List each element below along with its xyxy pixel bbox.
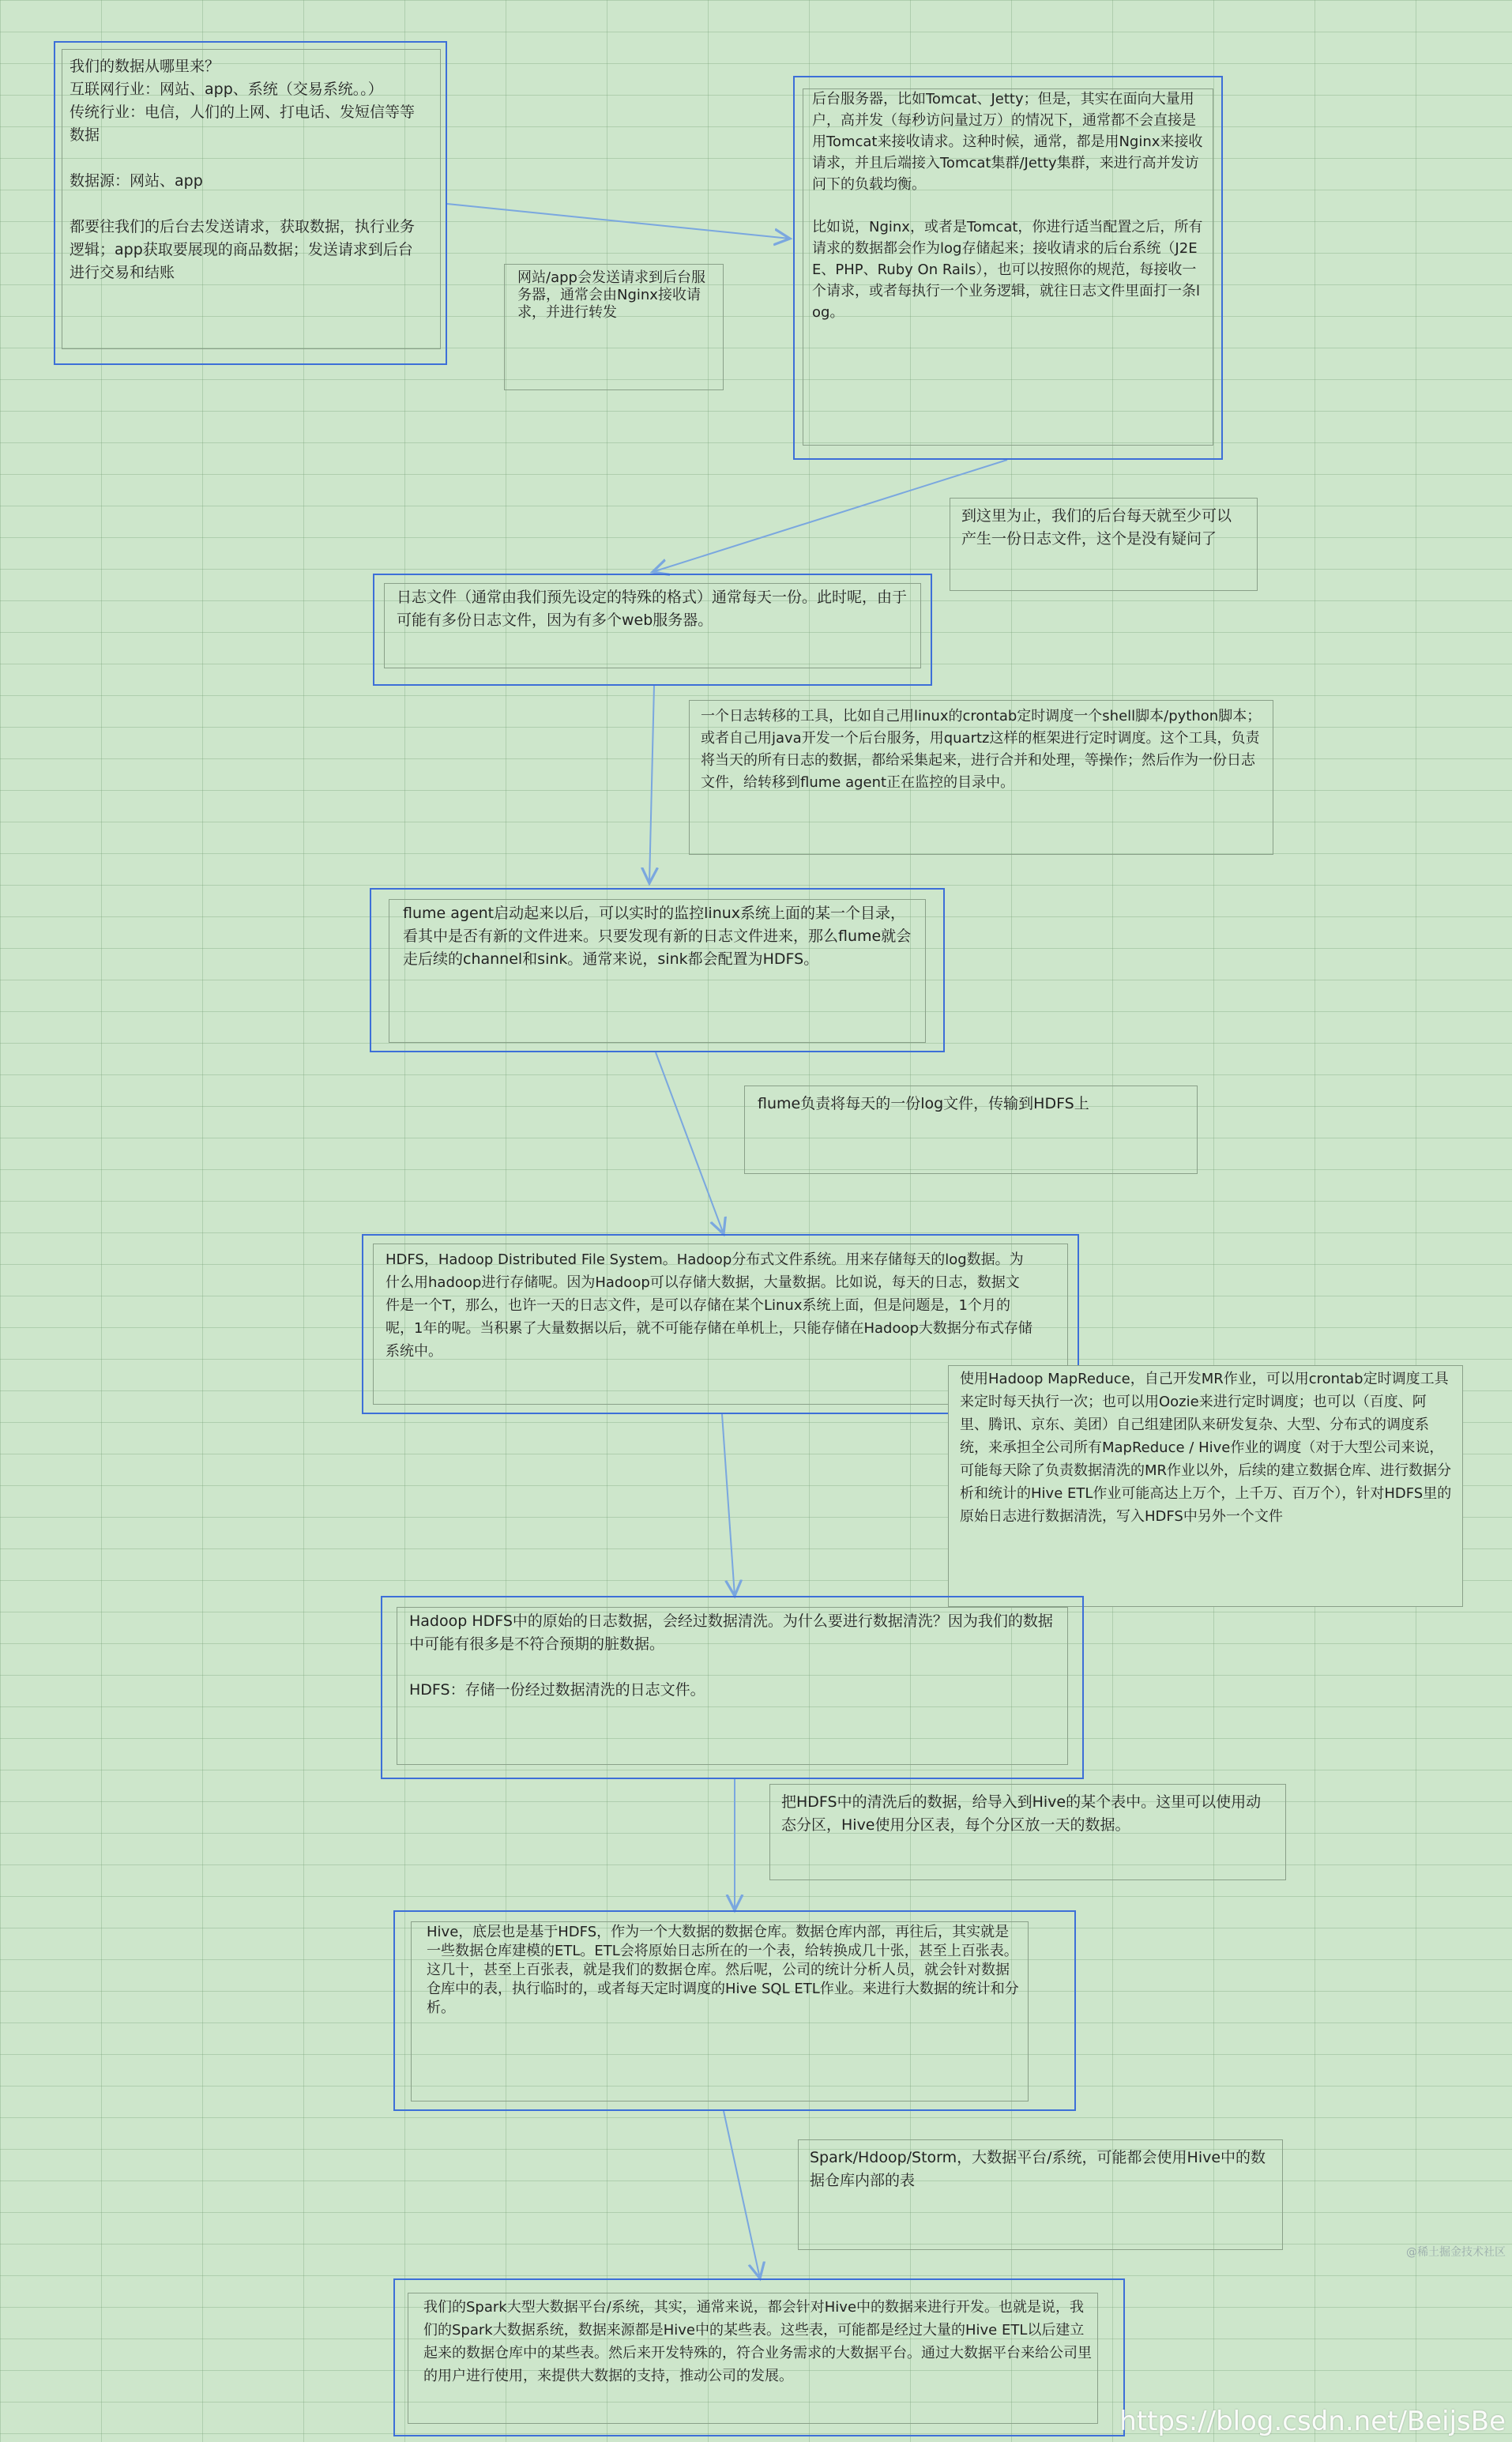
flume-agent-text: flume agent启动起来以后，可以实时的监控linux系统上面的某一个目录，看其中是否有新的文件进来。只要发现有新的日志文件进来，那么flume就会走后续的channel和sink。通常来说，sink都会配置为HDFS。 (403, 905, 912, 968)
note-big-data-platforms (798, 2139, 1283, 2250)
hdfs-text: HDFS，Hadoop Distributed File System。Hadoop分布式文件系统。用来存储每天的log数据。为什么用hadoop进行存储呢。因为Hadoop可以存储大数据，大量数据。比如说，每天的日志，数据文件是一个T，那么，也许一天的日志文件，是可以存储在某个Linux系统上面，但是问题是，1个月的呢，1年的呢。当积累了大量数据以后，就不可能存储在单机上，只能存储在Hadoop大数据分布式存储系统中。 (386, 1251, 1032, 1360)
watermark-small: @稀土掘金技术社区 (1406, 2246, 1506, 2259)
note-flume-transfer-text: flume负责将每天的一份log文件，传输到HDFS上 (758, 1095, 1089, 1112)
arrow-1 (447, 204, 790, 239)
note-log-generated-text: 到这里为止，我们的后台每天就至少可以产生一份日志文件，这个是没有疑问了 (961, 507, 1232, 547)
note-log-generated (950, 498, 1258, 591)
watermark-url: https://blog.csdn.net/BeijsBe (1119, 2406, 1506, 2437)
note-hive-import (769, 1784, 1286, 1880)
flume-agent-box (370, 888, 945, 1052)
note-flume-transfer (744, 1086, 1198, 1174)
arrow-4 (656, 1052, 724, 1234)
note-mapreduce-cleaning-text: 使用Hadoop MapReduce，自己开发MR作业，可以用crontab定时调度工具来定时每天执行一次；也可以用Oozie来进行定时调度；也可以（百度、阿里、腾讯、京东、美团）自己组建团队来研发复杂、大型、分布式的调度系统，来承担全公司所有MapReduce / Hive作业的调度（对于大型公司来说，可能每天除了负责数据清洗的MR作业以外，后续的建立数据仓库、进行数据分析和统计的Hive ETL作业可能高达上万个，上千万、百万个），针对HDFS里的原始日志进行数据清洗，写入HDFS中另外一个文件 (960, 1371, 1452, 1525)
note-mapreduce-cleaning (948, 1365, 1463, 1607)
spark-platform-box (393, 2278, 1125, 2436)
data-cleaning-box (381, 1596, 1084, 1779)
log-file-box (373, 574, 932, 686)
log-file-text: 日志文件（通常由我们预先设定的特殊的格式）通常每天一份。此时呢，由于可能有多份日志文件，因为有多个web服务器。 (397, 589, 908, 629)
note-request-forward-text: 网站/app会发送请求到后台服务器，通常会由Nginx接收请求，并进行转发 (517, 269, 705, 321)
note-log-transfer-tool (689, 700, 1273, 855)
backend-server-text: 后台服务器，比如Tomcat、Jetty；但是，其实在面向大量用户，高并发（每秒访问量过万）的情况下，通常都不会直接是用Tomcat来接收请求。这种时候，通常，都是用Nginx来接收请求，并且后端接入Tomcat集群/Jetty集群，来进行高并发访问下的负载均衡。 比如说，Nginx，或者是Tomcat，你进行适当配置之后，所有请求的数据都会作为log存储起来；接收请求的后台系统（J2EE、PHP、Ruby On Rails），也可以按照你的规范，每接收一个请求，或者每执行一个业务逻辑，就往日志文件里面打一条log。 (812, 91, 1203, 321)
spark-platform-text: 我们的Spark大型大数据平台/系统，其实，通常来说，都会针对Hive中的数据来进行开发。也就是说，我们的Spark大数据系统，数据来源都是Hive中的某些表。这些表，可能都是经过大量的Hive ETL以后建立起来的数据仓库中的某些表。然后来开发特殊的，符合业务需求的大数据平台。通过大数据平台来给公司里的用户进行使用，来提供大数据的支持，推动公司的发展。 (423, 2299, 1092, 2384)
backend-server-box (793, 76, 1223, 460)
data-cleaning-text: Hadoop HDFS中的原始的日志数据，会经过数据清洗。为什么要进行数据清洗？因为我们的数据中可能有很多是不符合预期的脏数据。 HDFS：存储一份经过数据清洗的日志文件。 (409, 1612, 1053, 1699)
note-request-forward (504, 264, 724, 390)
arrow-7 (724, 2111, 760, 2278)
data-source-text: 我们的数据从哪里来？ 互联网行业：网站、app、系统（交易系统。。） 传统行业：电信，人们的上网、打电话、发短信等等数据 数据源：网站、app 都要往我们的后台去发送请求，获取数据，执行业务逻辑；app获取要展现的商品数据；发送请求到后台进行交易和结账 (70, 58, 416, 281)
note-hive-import-text: 把HDFS中的清洗后的数据，给导入到Hive的某个表中。这里可以使用动态分区，Hive使用分区表，每个分区放一天的数据。 (781, 1793, 1262, 1834)
note-big-data-platforms-text: Spark/Hdoop/Storm，大数据平台/系统，可能都会使用Hive中的数据仓库内部的表 (810, 2149, 1266, 2189)
hive-warehouse-text: Hive，底层也是基于HDFS，作为一个大数据的数据仓库。数据仓库内部，再往后，其实就是一些数据仓库建模的ETL。ETL会将原始日志所在的一个表，给转换成几十张，甚至上百张表。这几十，甚至上百张表，就是我们的数据仓库。然后呢，公司的统计分析人员，就会针对数据仓库中的表，执行临时的，或者每天定时调度的Hive SQL ETL作业。来进行大数据的统计和分析。 (427, 1924, 1019, 2016)
arrow-5 (722, 1414, 735, 1596)
note-log-transfer-tool-text: 一个日志转移的工具，比如自己用linux的crontab定时调度一个shell脚本/python脚本；或者自己用java开发一个后台服务，用quartz这样的框架进行定时调度。这个工具，负责将当天的所有日志的数据，都给采集起来，进行合并和处理，等操作；然后作为一份日志文件，给转移到flume agent正在监控的目录中。 (701, 708, 1262, 791)
data-source-box (54, 41, 447, 365)
hive-warehouse-box (393, 1910, 1076, 2111)
arrow-3 (649, 686, 654, 883)
